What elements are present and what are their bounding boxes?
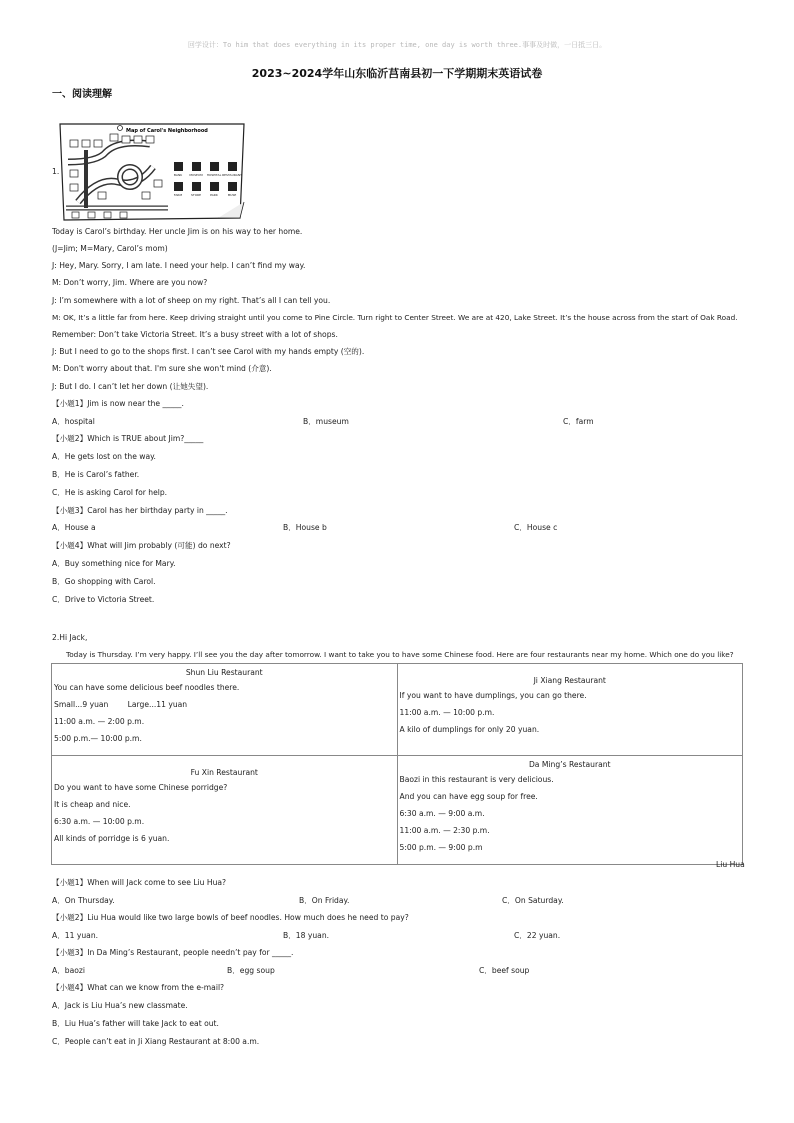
option-a[interactable]: A．He gets lost on the way.	[52, 452, 156, 461]
legend-label: RESTAURANT	[222, 173, 242, 177]
map-title: Map of Carol's Neighborhood	[126, 128, 208, 134]
restaurant-info: 5:00 p.m. — 9:00 p.m	[399, 843, 483, 852]
option-c[interactable]: C．He is asking Carol for help.	[52, 488, 168, 497]
option-b[interactable]: B．18 yuan.	[283, 931, 330, 940]
legend-label: MUSE	[227, 193, 237, 197]
option-c[interactable]: C．House c	[514, 523, 558, 532]
bank-icon	[174, 162, 183, 171]
restaurant-icon	[228, 162, 237, 171]
question-stem: 【小题3】Carol has her birthday party in _____.	[52, 506, 228, 515]
legend-label: BANK	[173, 173, 183, 177]
neighborhood-map	[58, 122, 246, 222]
passage-line: Remember: Don’t take Victoria Street. It’s a busy street with a lot of shops.	[52, 330, 338, 339]
question-stem: 【小题2】Liu Hua would like two large bowls of beef noodles. How much does he need to pay?	[52, 913, 409, 922]
restaurant-info: Baozi in this restaurant is very delicious.	[399, 775, 554, 784]
restaurant-info: 6:30 a.m. — 9:00 a.m.	[399, 809, 485, 818]
email-greeting: 2.Hi Jack,	[52, 633, 88, 642]
restaurant-info: All kinds of porridge is 6 yuan.	[54, 834, 170, 843]
passage-line: Today is Carol’s birthday. Her uncle Jim is on his way to her home.	[52, 227, 303, 236]
option-b[interactable]: B．House b	[283, 523, 327, 532]
option-c[interactable]: C．farm	[563, 417, 594, 426]
passage-line: J: But I need to go to the shops first. I can’t see Carol with my hands empty (空的).	[52, 347, 365, 356]
option-a[interactable]: A．Jack is Liu Hua’s new classmate.	[52, 1001, 188, 1010]
restaurant-cell	[52, 664, 398, 756]
restaurant-info: A kilo of dumplings for only 20 yuan.	[399, 725, 540, 734]
restaurant-info: 11:00 a.m. — 2:30 p.m.	[399, 826, 490, 835]
restaurant-cell	[52, 756, 398, 865]
option-a[interactable]: A．On Thursday.	[52, 896, 115, 905]
question-stem: 【小题4】What can we know from the e-mail?	[52, 983, 225, 992]
legend-label: HOSPITAL	[206, 173, 222, 177]
question-stem: 【小题1】When will Jack come to see Liu Hua?	[52, 878, 227, 887]
store-icon	[192, 182, 201, 191]
option-a[interactable]: A．House a	[52, 523, 96, 532]
question-stem: 【小题2】Which is TRUE about Jim?_____	[52, 434, 204, 443]
passage-line: J: But I do. I can’t let her down (让她失望).	[52, 382, 209, 391]
passage-line: M: Don't worry about that. I'm sure she won't mind (介意).	[52, 364, 272, 373]
restaurant-cell	[397, 664, 743, 756]
restaurant-info: Do you want to have some Chinese porridge?	[54, 783, 228, 792]
section-heading: 一、阅读理解	[52, 89, 112, 100]
header-watermark: 回学设计：To him that does everything in its proper time, one day is worth three.事事及时做，一日抵三日。	[187, 41, 607, 49]
option-c[interactable]: C．beef soup	[479, 966, 530, 975]
page-title: 2023~2024学年山东临沂莒南县初一下学期期末英语试卷	[251, 67, 543, 80]
legend-label: MUSEUM	[189, 173, 203, 177]
question-stem: 【小题1】Jim is now near the _____.	[52, 399, 184, 408]
park-icon	[210, 182, 219, 191]
option-b[interactable]: B．museum	[303, 417, 349, 426]
restaurant-table	[51, 663, 743, 865]
restaurant-info: If you want to have dumplings, you can go there.	[399, 691, 587, 700]
option-a[interactable]: A．hospital	[52, 417, 95, 426]
option-a[interactable]: A．Buy something nice for Mary.	[52, 559, 176, 568]
restaurant-info: 6:30 a.m. — 10:00 p.m.	[54, 817, 145, 826]
restaurant-info: Small...9 yuan Large...11 yuan	[54, 700, 188, 709]
restaurant-info: 11:00 a.m. — 2:00 p.m.	[54, 717, 145, 726]
restaurant-info: And you can have egg soup for free.	[399, 792, 538, 801]
option-a[interactable]: A．11 yuan.	[52, 931, 99, 940]
restaurant-name: Ji Xiang Restaurant	[533, 676, 606, 685]
restaurant-info: 5:00 p.m.— 10:00 p.m.	[54, 734, 142, 743]
restaurant-name: Fu Xin Restaurant	[190, 768, 258, 777]
passage-line: (J=Jim; M=Mary, Carol’s mom)	[52, 244, 168, 253]
passage-line: M: OK, It’s a little far from here. Keep driving straight until you come to Pine Circle. Turn right to Center Street. We are at 420, Lake Street. It’s the house across from the start of Oak Road.	[52, 313, 738, 322]
option-b[interactable]: B．egg soup	[227, 966, 275, 975]
option-c[interactable]: C．Drive to Victoria Street.	[52, 595, 155, 604]
restaurant-info: It is cheap and nice.	[54, 800, 131, 809]
question-stem: 【小题3】In Da Ming’s Restaurant, people needn’t pay for _____.	[52, 948, 294, 957]
option-c[interactable]: C．22 yuan.	[514, 931, 561, 940]
muse-icon	[228, 182, 237, 191]
hospital-icon	[210, 162, 219, 171]
option-b[interactable]: B．Liu Hua’s father will take Jack to eat out.	[52, 1019, 219, 1028]
legend-label: FARM	[173, 193, 183, 197]
museum-icon	[192, 162, 201, 171]
passage-line: J: I’m somewhere with a lot of sheep on my right. That’s all I can tell you.	[52, 296, 331, 305]
option-b[interactable]: B．He is Carol’s father.	[52, 470, 140, 479]
question-stem: 【小题4】What will Jim probably (可能) do next?	[52, 541, 231, 550]
restaurant-info: You can have some delicious beef noodles there.	[54, 683, 240, 692]
option-b[interactable]: B．On Friday.	[299, 896, 350, 905]
passage-line: M: Don’t worry, Jim. Where are you now?	[52, 278, 208, 287]
restaurant-name: Shun Liu Restaurant	[185, 668, 263, 677]
option-b[interactable]: B．Go shopping with Carol.	[52, 577, 156, 586]
restaurant-info: 11:00 a.m. — 10:00 p.m.	[399, 708, 495, 717]
option-c[interactable]: C．On Saturday.	[502, 896, 564, 905]
restaurant-cell	[397, 756, 743, 865]
question-1-number: 1.	[52, 167, 60, 176]
option-c[interactable]: C．People can’t eat in Ji Xiang Restaurant at 8:00 a.m.	[52, 1037, 260, 1046]
legend-label: PARK	[210, 193, 218, 197]
legend-label: STORE	[190, 193, 202, 197]
restaurant-name: Da Ming’s Restaurant	[528, 760, 611, 769]
passage-line: J: Hey, Mary. Sorry, I am late. I need your help. I can’t find my way.	[52, 261, 306, 270]
option-a[interactable]: A．baozi	[52, 966, 86, 975]
email-signature: Liu Hua	[716, 860, 745, 869]
email-intro: Today is Thursday. I’m very happy. I’ll see you the day after tomorrow. I want to take you to have some Chinese food. Here are four restaurants near my home. Which one do you like?	[66, 650, 734, 659]
farm-icon	[174, 182, 183, 191]
